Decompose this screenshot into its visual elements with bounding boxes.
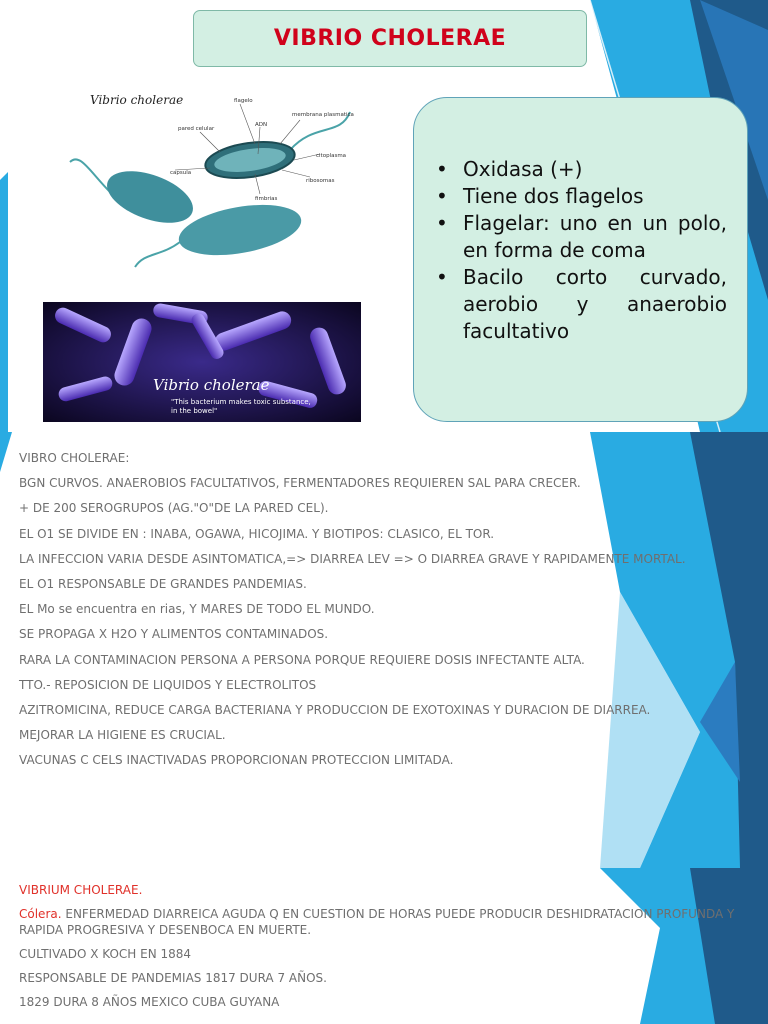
diagram-label-5: citoplasma [316, 153, 347, 159]
diagram-title: Vibrio cholerae [90, 93, 184, 107]
slide-3 [0, 868, 768, 1024]
text-line: VACUNAS C CELS INACTIVADAS PROPORCIONAN PROTECCION LIMITADA. [19, 753, 454, 768]
diagram-label-3: pared celular [178, 126, 215, 132]
text-line: SE PROPAGA X H2O Y ALIMENTOS CONTAMINADOS. [19, 627, 329, 642]
slide-2 [0, 432, 768, 868]
diagram-label-6: capsula [170, 170, 192, 176]
bullet-item: • Bacilo corto curvado, aerobio y anaerobio facultativo [436, 264, 727, 345]
text-line: TTO.- REPOSICION DE LIQUIDOS Y ELECTROLITOS [19, 677, 317, 692]
deco-left-sliver [0, 432, 12, 472]
text-line: EL Mo se encuentra en rias, Y MARES DE TODO EL MUNDO. [19, 602, 375, 617]
bullet-item: • Flagelar: uno en un polo, en forma de coma [436, 210, 727, 264]
bullet-panel [413, 97, 748, 422]
diagram-label-7: ribosomas [306, 178, 335, 184]
vibrio-photo [43, 302, 361, 422]
photo-subcaption-2: in the bowel" [171, 407, 218, 415]
text-line: AZITROMICINA, REDUCE CARGA BACTERIANA Y PRODUCCION DE EXOTOXINAS Y DURACION DE DIARREA. [19, 702, 651, 717]
bullet-list [436, 156, 727, 345]
slide-3-text [19, 882, 759, 1018]
deco-left-sliver [0, 172, 8, 432]
slide-title: VIBRIO CHOLERAE [273, 26, 507, 51]
colera-text: ENFERMEDAD DIARREICA AGUDA Q EN CUESTION DE HORAS PUEDE PRODUCIR DESHIDRATACION PROFUNDA Y RAPIDA PROGRESIVA Y DESENBOCA EN MUERTE. [19, 907, 735, 937]
colera-paragraph [19, 906, 759, 938]
vibrio-diagram [50, 82, 380, 270]
title-box [193, 10, 587, 67]
text-line: 1829 DURA 8 AÑOS MEXICO CUBA GUYANA [19, 995, 280, 1009]
text-line: MEJORAR LA HIGIENE ES CRUCIAL. [19, 728, 226, 743]
slide-2-text [19, 450, 719, 777]
bullet-item: • Oxidasa (+) [436, 156, 727, 183]
slide-1 [0, 0, 768, 432]
diagram-label-2: membrana plasmatica [292, 112, 354, 118]
text-line: EL O1 SE DIVIDE EN : INABA, OGAWA, HICOJIMA. Y BIOTIPOS: CLASICO, EL TOR. [19, 526, 495, 541]
text-line: CULTIVADO X KOCH EN 1884 [19, 947, 192, 961]
text-line: + DE 200 SEROGRUPOS (AG."O"DE LA PARED CEL). [19, 501, 329, 516]
text-line: EL O1 RESPONSABLE DE GRANDES PANDEMIAS. [19, 576, 307, 591]
slide-3-heading: VIBRIUM CHOLERAE. [19, 883, 143, 897]
text-line: RESPONSABLE DE PANDEMIAS 1817 DURA 7 AÑOS. [19, 971, 327, 985]
text-line: LA INFECCION VARIA DESDE ASINTOMATICA,=> DIARREA LEV => O DIARREA GRAVE Y RAPIDAMENTE MORTAL. [19, 551, 686, 566]
text-line: BGN CURVOS. ANAEROBIOS FACULTATIVOS, FERMENTADORES REQUIEREN SAL PARA CRECER. [19, 476, 581, 491]
bullet-item: • Tiene dos flagelos [436, 183, 727, 210]
photo-caption: Vibrio cholerae [153, 376, 270, 394]
text-line: RARA LA CONTAMINACION PERSONA A PERSONA PORQUE REQUIERE DOSIS INFECTANTE ALTA. [19, 652, 585, 667]
text-line: VIBRO CHOLERAE: [19, 451, 130, 465]
diagram-label-1: flagelo [234, 98, 253, 104]
photo-subcaption-1: "This bacterium makes toxic substance, [171, 398, 311, 406]
diagram-label-8: fimbrias [255, 196, 278, 202]
colera-word: Cólera. [19, 907, 62, 921]
diagram-label-4: ADN [255, 122, 268, 128]
